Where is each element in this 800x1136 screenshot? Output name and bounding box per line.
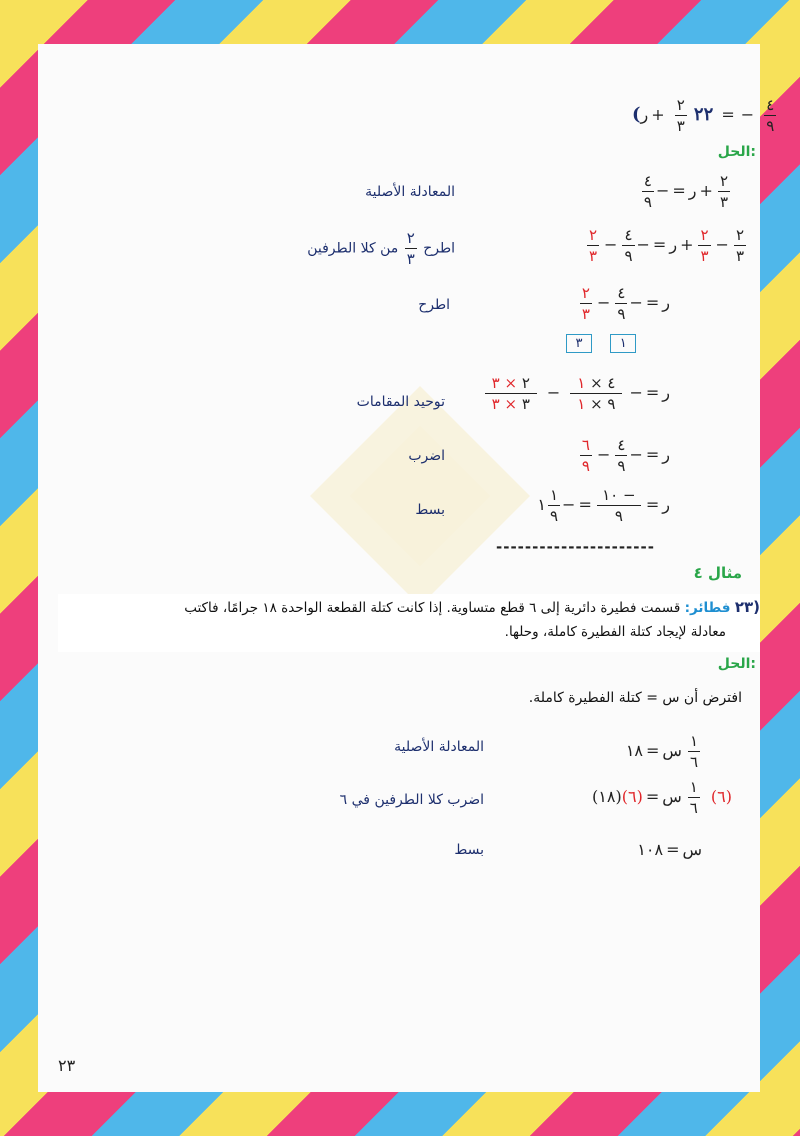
step23-3-equation: س=١٠٨ bbox=[637, 840, 702, 859]
page-number: ٢٣ bbox=[58, 1056, 76, 1075]
problem-22-equation: (٢٢ $\frac{٢}{٣}$ +ر = − $\frac{٤}{٩}$ bbox=[632, 96, 775, 135]
page-sheet bbox=[38, 44, 775, 1092]
step22-4-label: توحيد المقامات bbox=[356, 394, 445, 410]
example-text-1: قسمت فطيرة دائرية إلى ٦ قطع متساوية. إذا كانت كتلة القطعة الواحدة ١٨ جرامًا، فاكتب bbox=[184, 600, 681, 616]
example-text-2: معادلة لإيجاد كتلة الفطيرة كاملة، وحلها. bbox=[504, 624, 726, 640]
step22-6-equation: ر= $\frac{- ١٠}{٩}$ =− $\frac{١}{٩}$ ١ bbox=[537, 486, 670, 525]
section-divider: ---------------------- bbox=[496, 538, 655, 556]
problem-number: (٢٢ bbox=[632, 104, 714, 125]
helper-box-1: ١ bbox=[610, 334, 636, 353]
step23-2-equation: (٦) $\frac{١}{٦}$ س=(٦)(١٨) bbox=[592, 778, 732, 817]
example-line-1 bbox=[184, 598, 760, 616]
example-number: (٢٣ bbox=[734, 598, 760, 616]
step22-1-label: المعادلة الأصلية bbox=[365, 184, 455, 200]
example-topic: فطائر: bbox=[684, 600, 731, 616]
step22-3-equation: ر=− $\frac{٤}{٩}$ − $\frac{٢}{٣}$ bbox=[581, 284, 670, 323]
step22-3-label: اطرح bbox=[418, 297, 450, 313]
step22-2-label: اطرح $\frac{٢}{٣}$ من كلا الطرفين bbox=[307, 229, 455, 268]
solution-label: الحل: bbox=[717, 144, 756, 160]
step22-6-label: بسط bbox=[415, 502, 445, 518]
step22-1-equation: $\frac{٢}{٣}$ +ر=− $\frac{٤}{٩}$ bbox=[643, 172, 728, 211]
step23-2-label: اضرب كلا الطرفين في ٦ bbox=[339, 792, 484, 808]
example-title: مثال ٤ bbox=[693, 564, 742, 582]
step22-5-equation: ر=− $\frac{٤}{٩}$ − $\frac{٦}{٩}$ bbox=[581, 436, 670, 475]
step23-1-equation: $\frac{١}{٦}$ س=١٨ bbox=[625, 732, 698, 771]
helper-boxes bbox=[566, 332, 636, 353]
helper-box-3: ٣ bbox=[566, 334, 592, 353]
step23-3-label: بسط bbox=[454, 842, 484, 858]
example-box bbox=[58, 594, 760, 652]
step23-1-label: المعادلة الأصلية bbox=[394, 739, 484, 755]
step22-4-equation: ر=− $\frac{٤ \times ١}{٩ \times ١}$ − $\frac{٢ \times ٣}{٣ \times ٣}$ bbox=[483, 374, 670, 413]
step22-5-label: اضرب bbox=[408, 448, 445, 464]
step22-2-equation: $\frac{٢}{٣}$ − $\frac{٢}{٣}$ +ر=− $\frac{٤}{٩}$ − $\frac{٢}{٣}$ bbox=[588, 226, 744, 265]
solution-label-2: الحل: bbox=[717, 656, 756, 672]
assumption-text: افترض أن س = كتلة الفطيرة كاملة. bbox=[528, 690, 742, 706]
